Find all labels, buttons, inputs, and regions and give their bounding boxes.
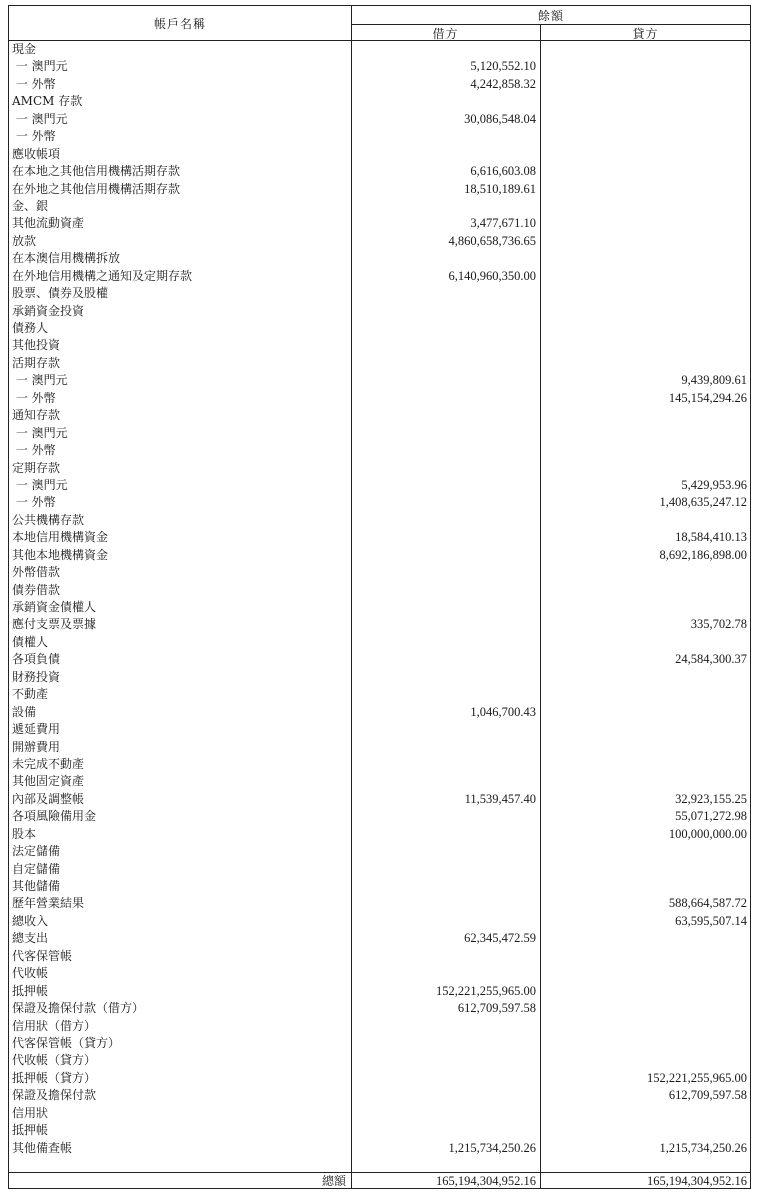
account-name: 不動產 [12, 687, 49, 702]
table-row [9, 686, 750, 703]
account-name: 股票、債券及股權 [12, 286, 109, 301]
credit-amount: 24,584,300.37 [675, 652, 747, 667]
credit-amount: 100,000,000.00 [668, 826, 747, 841]
credit-amount: 1,215,734,250.26 [659, 1140, 747, 1155]
account-name: 未完成不動產 [12, 756, 85, 771]
total-credit: 165,194,304,952.16 [647, 1174, 747, 1188]
table-row [9, 320, 750, 337]
account-name: 承銷資金投資 [12, 303, 85, 318]
table-row [9, 1000, 750, 1017]
credit-amount: 9,439,809.61 [681, 373, 747, 388]
account-name: 一 外幣 [12, 76, 56, 91]
table-row [9, 163, 750, 180]
account-name: 一 外幣 [12, 495, 56, 510]
table-row [9, 1105, 750, 1122]
table-row [9, 895, 750, 912]
debit-amount: 6,616,603.08 [470, 164, 536, 179]
table-body [9, 41, 750, 1157]
table-row [9, 861, 750, 878]
account-name: 開辦費用 [12, 739, 61, 754]
table-row [9, 669, 750, 686]
table-row [9, 425, 750, 442]
account-name: 在外地之其他信用機構活期存款 [12, 181, 181, 196]
debit-amount: 5,120,552.10 [470, 59, 536, 74]
account-name: 其他流動資產 [12, 216, 85, 231]
credit-amount: 55,071,272.98 [675, 809, 747, 824]
account-name: 公共機構存款 [12, 512, 85, 527]
table-row [9, 442, 750, 459]
account-name: 放款 [12, 233, 37, 248]
debit-amount: 612,709,597.58 [457, 1001, 536, 1016]
account-name: 保證及擔保付款 [12, 1088, 97, 1103]
table-row [9, 773, 750, 790]
table-row [9, 1122, 750, 1139]
account-name: 代客保管帳（貸方） [12, 1035, 121, 1050]
account-name: 歷年營業結果 [12, 896, 85, 911]
account-name: 代收帳 [12, 966, 49, 981]
credit-amount: 335,702.78 [690, 617, 747, 632]
credit-amount: 612,709,597.58 [668, 1088, 747, 1103]
table-row [9, 233, 750, 250]
table-row [9, 111, 750, 128]
total-debit: 165,194,304,952.16 [436, 1174, 536, 1188]
account-name: 應收帳項 [12, 146, 61, 161]
account-name: 在本澳信用機構拆放 [12, 251, 121, 266]
account-name: 承銷資金債權人 [12, 600, 97, 614]
credit-amount: 152,221,255,965.00 [647, 1070, 747, 1085]
table-row [9, 303, 750, 320]
account-name: 債券借款 [12, 582, 61, 597]
table-row [9, 948, 750, 965]
credit-amount: 145,154,294.26 [668, 390, 747, 405]
table-row [9, 651, 750, 668]
account-name: 債務人 [12, 321, 49, 335]
table-row [9, 477, 750, 494]
account-name: 一 澳門元 [12, 111, 68, 126]
table-row [9, 1087, 750, 1104]
debit-amount: 4,242,858.32 [470, 76, 536, 91]
account-name: 自定儲備 [12, 861, 61, 876]
account-name: 一 澳門元 [12, 373, 68, 388]
account-name: 一 外幣 [12, 390, 56, 405]
account-name: 各項負債 [12, 652, 61, 667]
table-row [9, 826, 750, 843]
table-row [9, 1140, 750, 1157]
table-row [9, 355, 750, 372]
table-row [9, 76, 750, 93]
table-row [9, 215, 750, 232]
debit-amount: 1,215,734,250.26 [448, 1140, 536, 1155]
table-row [9, 128, 750, 145]
header-balance: 餘額 [537, 9, 564, 23]
table-row [9, 250, 750, 267]
account-name: 總收入 [12, 913, 49, 928]
table-row [9, 547, 750, 564]
table-row [9, 268, 750, 285]
table-row [9, 704, 750, 721]
table-row [9, 460, 750, 477]
account-name: 定期存款 [12, 460, 61, 475]
account-name: 其他本地機構資金 [12, 547, 109, 562]
account-name: 一 外幣 [12, 443, 56, 458]
header-credit: 貸方 [632, 27, 659, 41]
debit-amount: 30,086,548.04 [464, 111, 536, 126]
debit-amount: 1,046,700.43 [470, 704, 536, 719]
table-row [9, 285, 750, 302]
account-name: 財務投資 [12, 669, 61, 684]
account-name: 總支出 [12, 931, 49, 946]
table-row [9, 58, 750, 75]
debit-amount: 11,539,457.40 [464, 791, 536, 806]
account-name: 本地信用機構資金 [12, 530, 109, 545]
table-row [9, 965, 750, 982]
account-name: 一 澳門元 [12, 425, 68, 440]
table-row [9, 739, 750, 756]
table-row [9, 756, 750, 773]
table-row [9, 1018, 750, 1035]
account-name: 代客保管帳 [12, 948, 73, 963]
credit-amount: 5,429,953.96 [681, 477, 747, 492]
debit-amount: 62,345,472.59 [464, 931, 536, 946]
debit-amount: 3,477,671.10 [470, 216, 536, 231]
account-name: 各項風險備用金 [12, 809, 97, 824]
table-row [9, 634, 750, 651]
credit-amount: 588,664,587.72 [668, 896, 747, 911]
account-name: 內部及調整帳 [12, 791, 85, 806]
credit-amount: 8,692,186,898.00 [659, 547, 747, 562]
table-row [9, 93, 750, 110]
table-row [9, 808, 750, 825]
table-row [9, 1070, 750, 1087]
account-name: 通知存款 [12, 408, 61, 423]
account-name: 信用狀 [12, 1105, 49, 1120]
header-debit: 借方 [432, 27, 459, 41]
table-row [9, 512, 750, 529]
table-row [9, 599, 750, 616]
account-name: 法定儲備 [12, 844, 61, 859]
account-name: 信用狀（借方） [12, 1018, 97, 1033]
account-name: 在外地信用機構之通知及定期存款 [12, 268, 193, 283]
account-name: 遞延費用 [12, 722, 61, 737]
account-name: 債權人 [12, 634, 49, 649]
table-row [9, 41, 750, 58]
account-name: 外幣借款 [12, 565, 61, 580]
table-row [9, 564, 750, 581]
account-name: 抵押帳 [12, 1123, 49, 1138]
credit-amount: 32,923,155.25 [675, 791, 747, 806]
table-row [9, 1035, 750, 1052]
table-row [9, 337, 750, 354]
credit-amount: 18,584,410.13 [675, 530, 747, 545]
account-name: 其他固定資產 [12, 774, 85, 789]
table-row [9, 494, 750, 511]
debit-amount: 152,221,255,965.00 [436, 983, 536, 998]
account-name: 金、銀 [12, 198, 49, 213]
account-name: 一 澳門元 [12, 477, 68, 492]
account-name: 應付支票及票據 [12, 617, 97, 632]
account-name: 一 澳門元 [12, 59, 68, 74]
table-row [9, 721, 750, 738]
table-row [9, 146, 750, 163]
account-name: 抵押帳（貸方） [12, 1070, 97, 1085]
table-row [9, 1052, 750, 1069]
table-row [9, 372, 750, 389]
account-name: 一 外幣 [12, 129, 56, 144]
table-row [9, 878, 750, 895]
total-label: 總額 [321, 1174, 346, 1188]
table-row [9, 198, 750, 215]
debit-amount: 6,140,960,350.00 [448, 268, 536, 283]
table-row [9, 791, 750, 808]
table-row [9, 390, 750, 407]
debit-amount: 18,510,189.61 [464, 181, 536, 196]
table-row [9, 913, 750, 930]
credit-amount: 1,408,635,247.12 [659, 495, 747, 510]
account-name: AMCM 存款 [12, 94, 83, 109]
credit-amount: 63,595,507.14 [675, 913, 747, 928]
table-row [9, 983, 750, 1000]
table-row [9, 616, 750, 633]
account-name: 在本地之其他信用機構活期存款 [12, 164, 181, 179]
table-row [9, 582, 750, 599]
table-row [9, 407, 750, 424]
account-name: 設備 [12, 704, 37, 719]
total-row [9, 1173, 750, 1189]
trial-balance-table [8, 5, 751, 1189]
account-name: 現金 [12, 42, 37, 56]
header-account-name: 帳戶名稱 [153, 17, 206, 31]
table-row [9, 529, 750, 546]
account-name: 股本 [12, 826, 37, 841]
account-name: 其他投資 [12, 338, 61, 353]
table-row [9, 930, 750, 947]
table-row [9, 843, 750, 860]
account-name: 抵押帳 [12, 983, 49, 998]
table-row [9, 181, 750, 198]
account-name: 其他備查帳 [12, 1140, 73, 1155]
account-name: 代收帳（貸方） [12, 1053, 97, 1068]
account-name: 保證及擔保付款（借方） [12, 1001, 145, 1016]
debit-amount: 4,860,658,736.65 [448, 233, 536, 248]
account-name: 其他儲備 [12, 879, 61, 893]
account-name: 活期存款 [12, 355, 61, 370]
